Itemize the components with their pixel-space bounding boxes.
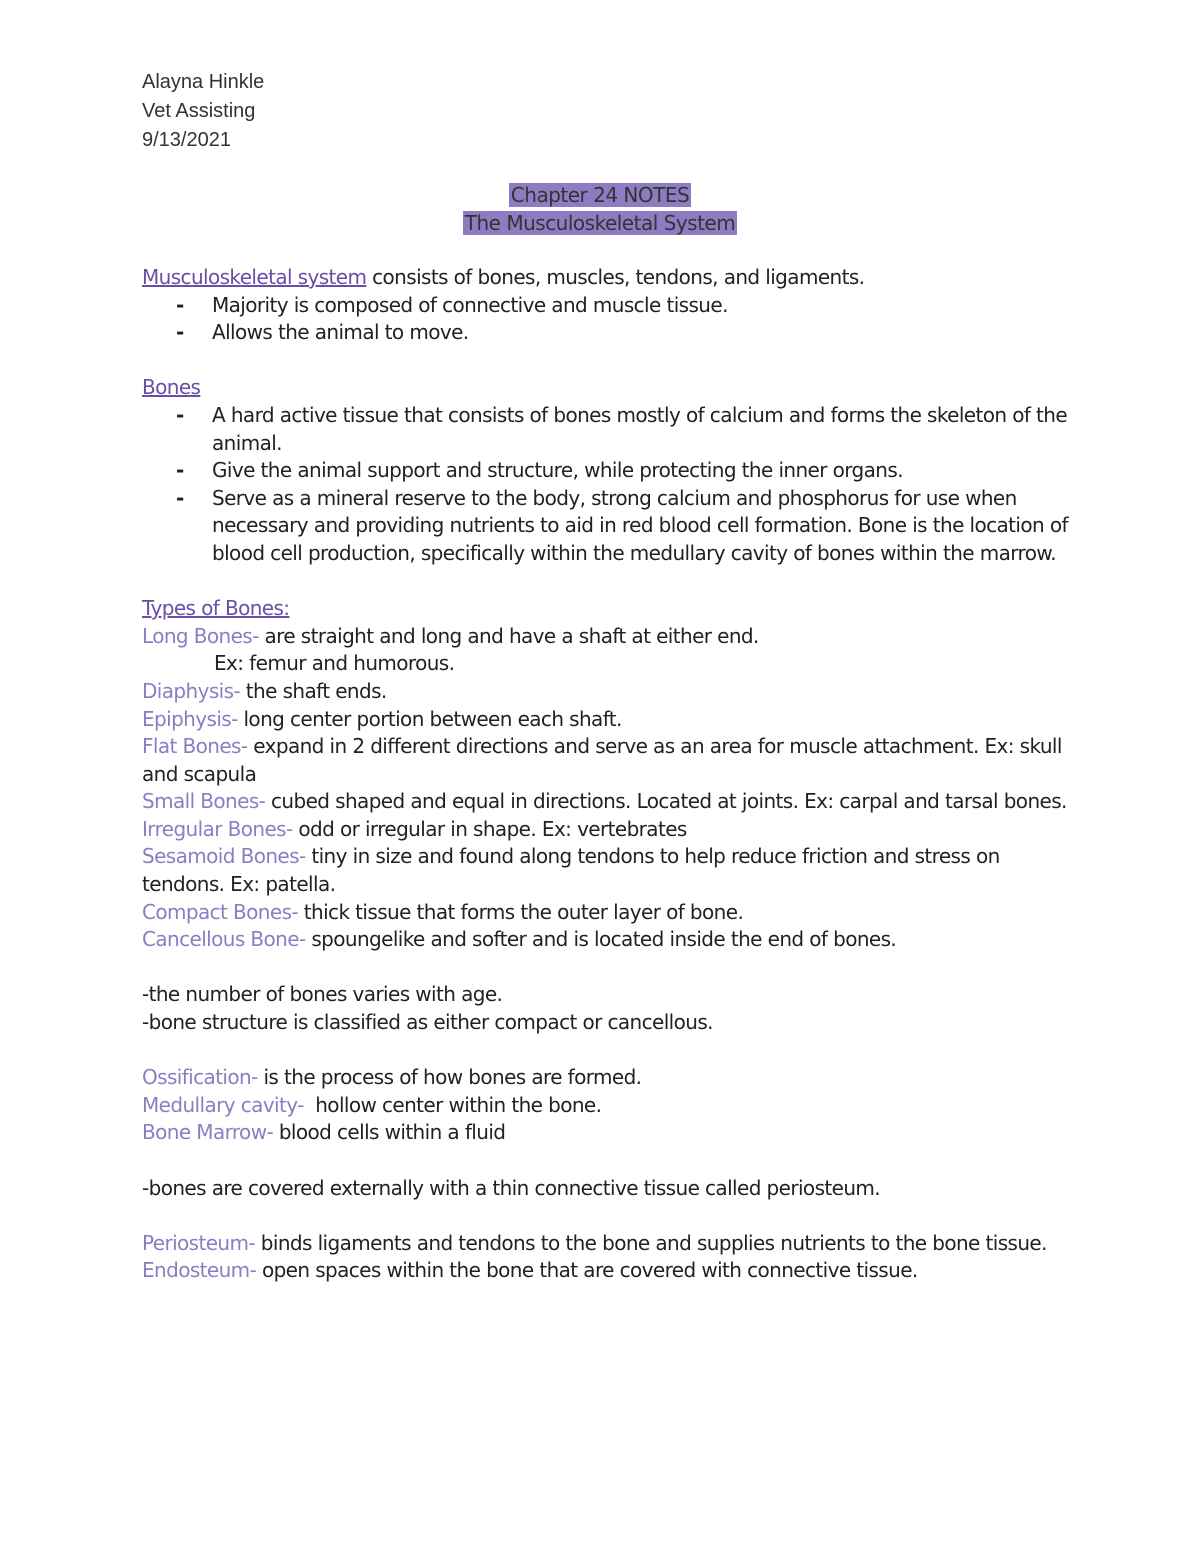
ossification-definition: Ossification- is the process of how bones are formed. bbox=[142, 1065, 642, 1090]
diaphysis-definition: Diaphysis- the shaft ends. bbox=[142, 678, 387, 703]
list-item: - Allows the animal to move. bbox=[142, 319, 1072, 347]
notes-body bbox=[142, 264, 1072, 1285]
long-bones-definition: Long Bones- are straight and long and have a shaft at either end. bbox=[142, 623, 759, 648]
epiphysis-term: Epiphysis- bbox=[142, 706, 238, 731]
chapter-subtitle: The Musculoskeletal System bbox=[464, 211, 736, 235]
sesamoid-bones-term: Sesamoid Bones- bbox=[142, 844, 306, 869]
list-item: - Serve as a mineral reserve to the body, strong calcium and phosphorus for use when necessary and providing nutrients to aid in red blood cell formation. Bone is the location of blood cell production, specifically within the medullary cavity of bones within the marrow. bbox=[142, 485, 1072, 568]
ossification-term: Ossification- bbox=[142, 1065, 258, 1090]
flat-bones-term: Flat Bones- bbox=[142, 734, 248, 759]
note-line: -bones are covered externally with a thin connective tissue called periosteum. bbox=[142, 1175, 881, 1200]
small-bones-term: Small Bones- bbox=[142, 789, 266, 814]
musculoskeletal-term: Musculoskeletal system bbox=[142, 265, 367, 289]
bone-marrow-term: Bone Marrow- bbox=[142, 1120, 274, 1145]
long-bones-example: Ex: femur and humorous. bbox=[214, 651, 455, 676]
long-bones-term: Long Bones- bbox=[142, 623, 259, 648]
flat-bones-definition: Flat Bones- expand in 2 different directions and serve as an area for muscle attachment. Ex: skull and scapula bbox=[142, 734, 1062, 786]
cancellous-bone-term: Cancellous Bone- bbox=[142, 927, 306, 952]
endosteum-term: Endosteum- bbox=[142, 1258, 257, 1283]
periosteum-definition: Periosteum- binds ligaments and tendons to the bone and supplies nutrients to the bone tissue. bbox=[142, 1230, 1047, 1255]
sesamoid-bones-definition: Sesamoid Bones- tiny in size and found along tendons to help reduce friction and stress on tendons. Ex: patella. bbox=[142, 844, 1000, 897]
small-bones-definition: Small Bones- cubed shaped and equal in directions. Located at joints. Ex: carpal and tarsal bones. bbox=[142, 789, 1067, 814]
types-heading: Types of Bones: bbox=[142, 596, 290, 621]
list-item: - Give the animal support and structure, while protecting the inner organs. bbox=[142, 457, 1072, 485]
student-name: Alayna Hinkle bbox=[142, 71, 265, 93]
course-name: Vet Assisting bbox=[142, 100, 256, 122]
compact-bones-definition: Compact Bones- thick tissue that forms the outer layer of bone. bbox=[142, 899, 744, 924]
medullary-cavity-term: Medullary cavity- bbox=[142, 1092, 304, 1117]
chapter-title: Chapter 24 NOTES bbox=[510, 183, 690, 207]
note-line: -bone structure is classified as either compact or cancellous. bbox=[142, 1010, 713, 1035]
irregular-bones-definition: Irregular Bones- odd or irregular in shape. Ex: vertebrates bbox=[142, 816, 687, 841]
bone-marrow-definition: Bone Marrow- blood cells within a fluid bbox=[142, 1120, 506, 1145]
date: 9/13/2021 bbox=[142, 129, 231, 151]
endosteum-definition: Endosteum- open spaces within the bone that are covered with connective tissue. bbox=[142, 1258, 918, 1283]
document-title bbox=[0, 181, 1200, 237]
medullary-cavity-definition: Medullary cavity- hollow center within the bone. bbox=[142, 1092, 602, 1117]
compact-bones-term: Compact Bones- bbox=[142, 899, 299, 924]
epiphysis-definition: Epiphysis- long center portion between each shaft. bbox=[142, 706, 622, 731]
student-header bbox=[142, 68, 264, 155]
cancellous-bone-definition: Cancellous Bone- spoungelike and softer and is located inside the end of bones. bbox=[142, 927, 897, 952]
irregular-bones-term: Irregular Bones- bbox=[142, 816, 293, 841]
periosteum-term: Periosteum- bbox=[142, 1230, 256, 1255]
intro-list bbox=[142, 292, 1072, 347]
list-item: - Majority is composed of connective and muscle tissue. bbox=[142, 292, 1072, 320]
intro-paragraph: Musculoskeletal system consists of bones, muscles, tendons, and ligaments. bbox=[142, 265, 865, 289]
bones-list bbox=[142, 402, 1072, 568]
diaphysis-term: Diaphysis- bbox=[142, 678, 241, 703]
list-item: - A hard active tissue that consists of bones mostly of calcium and forms the skeleton of the animal. bbox=[142, 402, 1072, 457]
note-line: -the number of bones varies with age. bbox=[142, 982, 503, 1007]
bones-heading: Bones bbox=[142, 375, 201, 400]
